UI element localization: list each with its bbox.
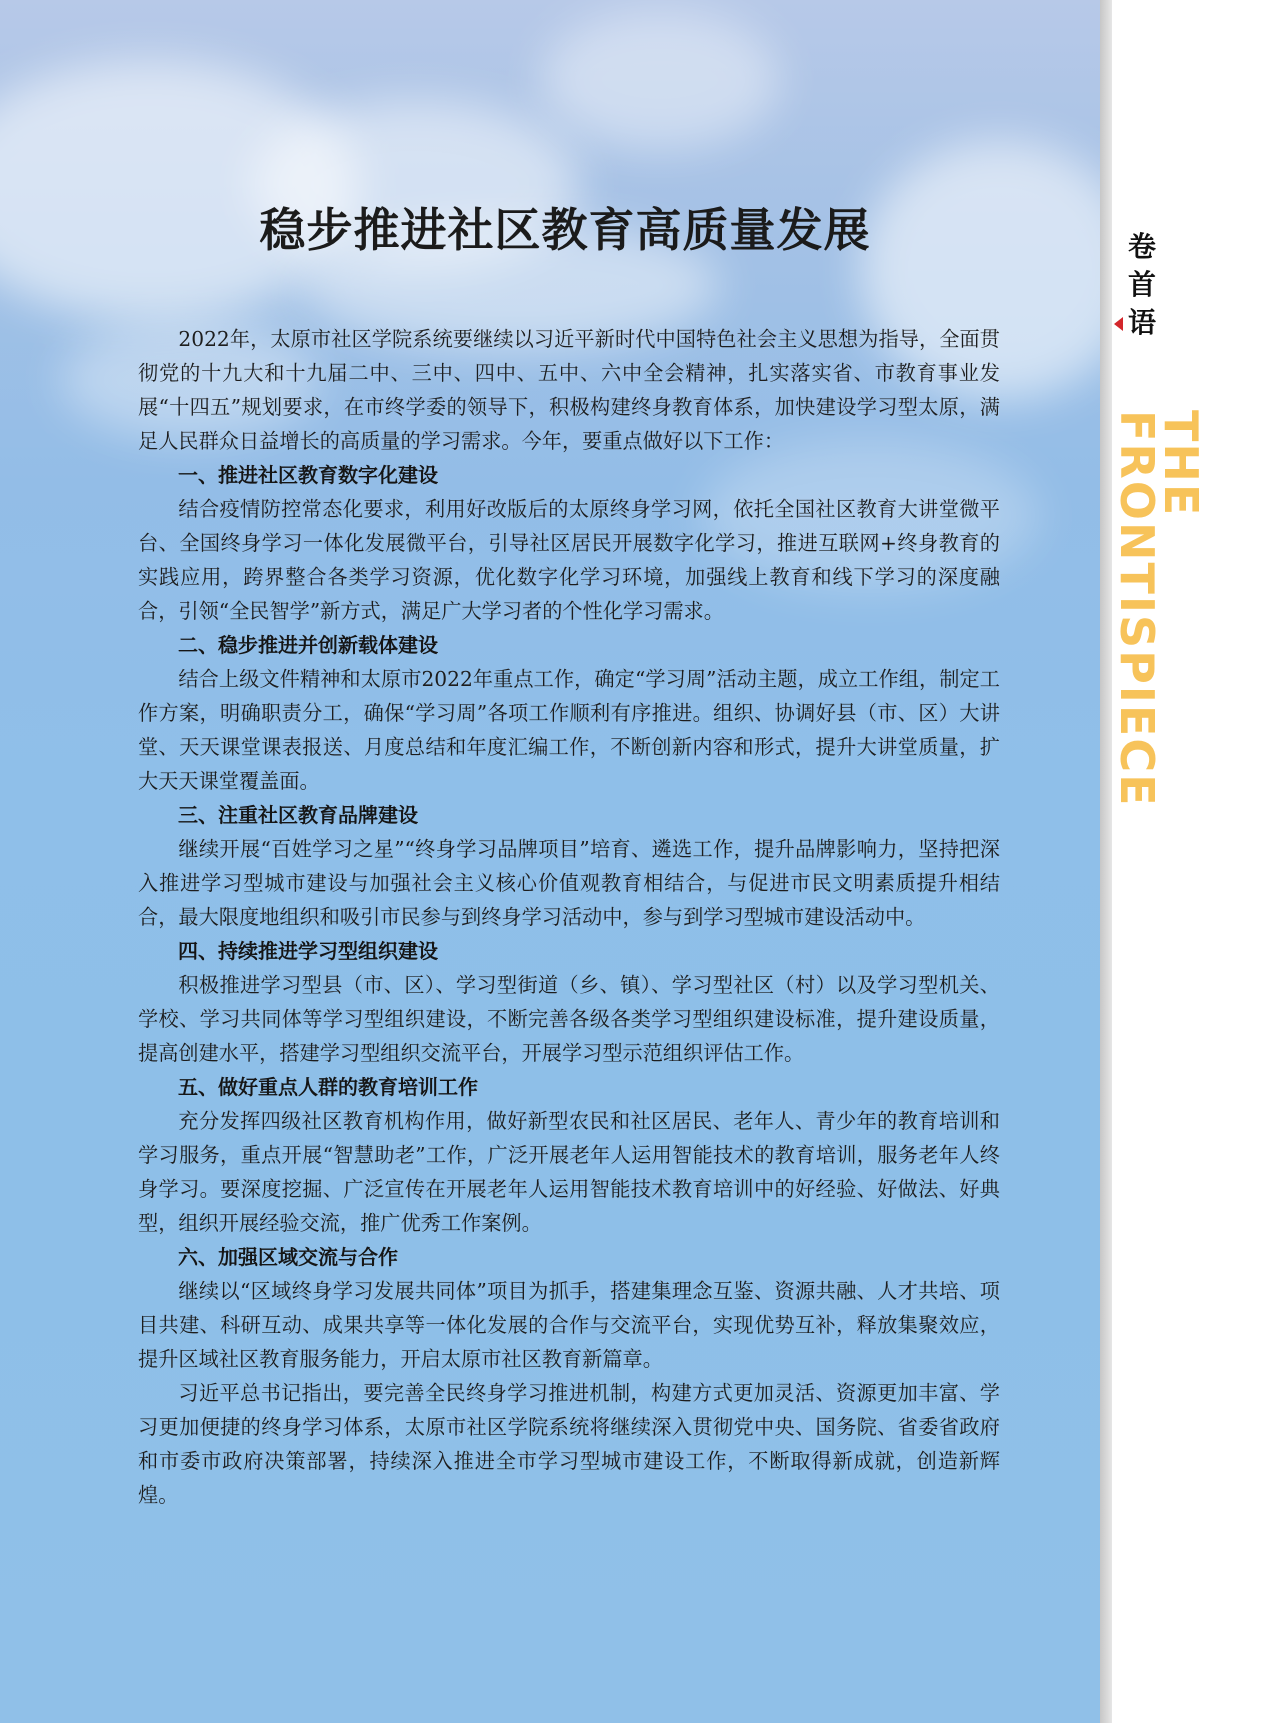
section-heading-1: 一、推进社区教育数字化建设	[178, 463, 438, 487]
section-body-6: 继续以“区域终身学习发展共同体”项目为抓手，搭建集理念互鉴、资源共融、人才共培、项目共建、科研互动、成果共享等一体化发展的合作与交流平台，实现优势互补，释放集聚效应，提升区域社区教育服务能力，开启太原市社区教育新篇章。	[138, 1279, 1000, 1371]
section-body-2: 结合上级文件精神和太原市2022年重点工作，确定“学习周”活动主题，成立工作组，制定工作方案，明确职责分工，确保“学习周”各项工作顺利有序推进。组织、协调好县（市、区）大讲堂、天天课堂课表报送、月度总结和年度汇编工作，不断创新内容和形式，提升大讲堂质量，扩大天天课堂覆盖面。	[138, 667, 1000, 793]
section-label-char: 语	[1127, 306, 1156, 339]
section-heading-2: 二、稳步推进并创新载体建设	[178, 633, 438, 657]
section-label-vertical	[1122, 228, 1162, 342]
article-body	[138, 322, 1000, 1512]
red-triangle-marker-icon	[1114, 317, 1123, 331]
section-body-3: 继续开展“百姓学习之星”“终身学习品牌项目”培育、遴选工作，提升品牌影响力，坚持把深入推进学习型城市建设与加强社会主义核心价值观教育相结合，与促进市民文明素质提升相结合，最大限度地组织和吸引市民参与到终身学习活动中，参与到学习型城市建设活动中。	[138, 837, 1000, 929]
section-heading-6: 六、加强区域交流与合作	[178, 1245, 398, 1269]
section-body-5: 充分发挥四级社区教育机构作用，做好新型农民和社区居民、老年人、青少年的教育培训和学习服务，重点开展“智慧助老”工作，广泛开展老年人运用智能技术的教育培训，服务老年人终身学习。要深度挖掘、广泛宣传在开展老年人运用智能技术教育培训中的好经验、好做法、好典型，组织开展经验交流，推广优秀工作案例。	[138, 1109, 1000, 1235]
english-title-the: THE	[1154, 410, 1208, 518]
section-heading-4: 四、持续推进学习型组织建设	[178, 939, 438, 963]
intro-paragraph: 2022年，太原市社区学院系统要继续以习近平新时代中国特色社会主义思想为指导，全面贯彻党的十九大和十九届二中、三中、四中、五中、六中全会精神，扎实落实省、市教育事业发展“十四五”规划要求，在市终学委的领导下，积极构建终身教育体系，加快建设学习型太原，满足人民群众日益增长的高质量的学习需求。今年，要重点做好以下工作：	[138, 327, 1000, 453]
section-label-char: 首	[1127, 268, 1156, 301]
section-label-char: 卷	[1127, 230, 1156, 263]
english-title-frontispiece: FRONTISPIECE	[1110, 410, 1164, 808]
cloud-decoration	[540, 10, 780, 150]
section-body-4: 积极推进学习型县（市、区）、学习型街道（乡、镇）、学习型社区（村）以及学习型机关、学校、学习共同体等学习型组织建设，不断完善各级各类学习型组织建设标准，提升建设质量，提高创建水平，搭建学习型组织交流平台，开展学习型示范组织评估工作。	[138, 973, 1000, 1065]
section-heading-5: 五、做好重点人群的教育培训工作	[178, 1075, 478, 1099]
conclusion-paragraph: 习近平总书记指出，要完善全民终身学习推进机制，构建方式更加灵活、资源更加丰富、学习更加便捷的终身学习体系，太原市社区学院系统将继续深入贯彻党中央、国务院、省委省政府和市委市政府决策部署，持续深入推进全市学习型城市建设工作，不断取得新成就，创造新辉煌。	[138, 1381, 1000, 1507]
section-heading-3: 三、注重社区教育品牌建设	[178, 803, 418, 827]
section-body-1: 结合疫情防控常态化要求，利用好改版后的太原终身学习网，依托全国社区教育大讲堂微平台、全国终身学习一体化发展微平台，引导社区居民开展数字化学习，推进互联网+终身教育的实践应用，跨界整合各类学习资源，优化数字化学习环境，加强线上教育和线下学习的深度融合，引领“全民智学”新方式，满足广大学习者的个性化学习需求。	[138, 497, 1000, 623]
article-title: 稳步推进社区教育高质量发展	[259, 203, 871, 257]
frontispiece-vertical-title	[1110, 410, 1230, 1030]
